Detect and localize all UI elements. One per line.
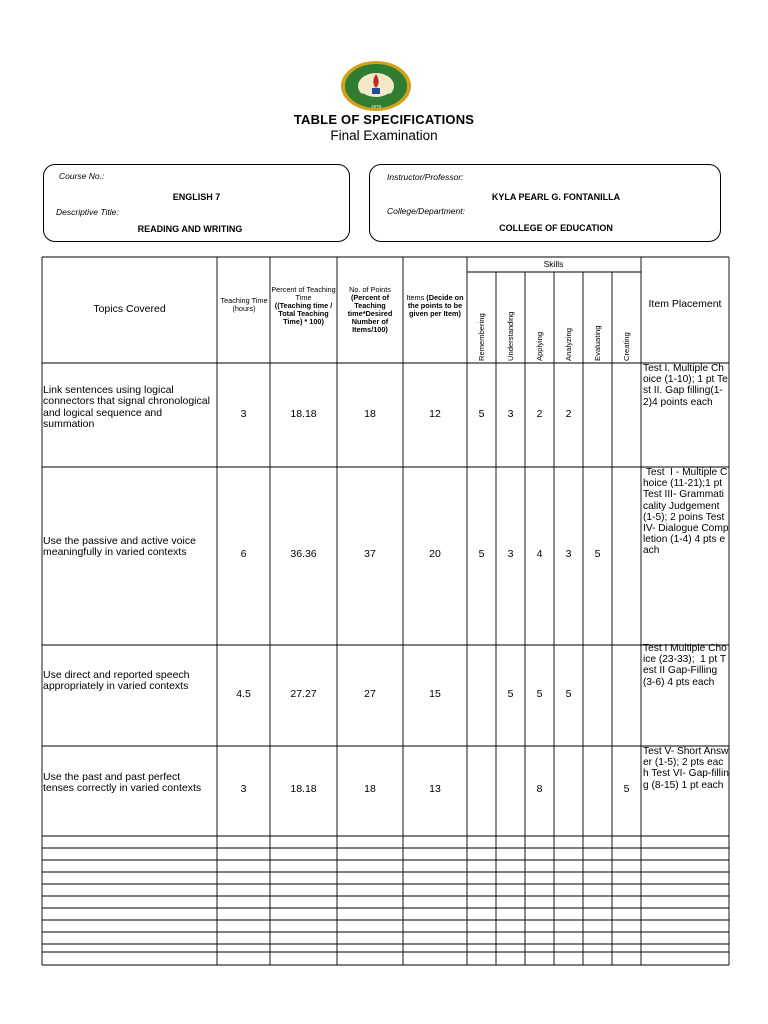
row-percent: 27.27 (290, 688, 317, 700)
row-skill-value: 2 (536, 408, 543, 420)
row-items: 13 (429, 783, 441, 795)
row-topic: Use the past and past perfect tenses correctly in varied contexts (43, 771, 202, 795)
row-skill-value: 5 (594, 548, 601, 560)
header-teaching-time: Teaching Time (hours) (220, 296, 268, 313)
row-skill-value: 8 (536, 783, 543, 795)
row-points: 18 (364, 408, 376, 420)
descriptive-title-value: READING AND WRITING (137, 224, 243, 234)
header-skill-analyzing: Analyzing (564, 328, 573, 361)
header-points-formula: (Percent of Teaching time*Desired Number of Items/100) (347, 293, 393, 334)
row-skill-value: 3 (507, 408, 514, 420)
row-skill-value: 5 (565, 688, 572, 700)
row-skill-value: 3 (507, 548, 514, 560)
course-no-value: ENGLISH 7 (172, 192, 221, 202)
row-skill-value: 5 (536, 688, 543, 700)
row-skill-value: 4 (536, 548, 543, 560)
row-skill-value: 5 (478, 548, 485, 560)
header-skills: Skills (543, 259, 564, 269)
header-item-placement: Item Placement (648, 298, 722, 310)
header-items-title: Items (406, 293, 425, 302)
header-skill-understanding: Understanding (506, 311, 515, 361)
row-items: 20 (429, 548, 441, 560)
row-item-placement: Test I Multiple Choice (23-33); 1 pt Test II Gap-Filling (3-6) 4 pts each (643, 643, 727, 688)
header-skill-evaluating: Evaluating (593, 325, 602, 361)
row-percent: 18.18 (290, 408, 317, 420)
header-skill-applying: Applying (535, 331, 544, 361)
row-topic: Link sentences using logical connectors that signal chronological and logical sequence and summation (43, 384, 210, 430)
row-teaching-time: 4.5 (236, 688, 251, 700)
row-percent: 36.36 (290, 548, 317, 560)
row-topic: Use the passive and active voice meaningfully in varied contexts (43, 535, 196, 559)
row-skill-value: 2 (565, 408, 572, 420)
instructor-label: Instructor/Professor: (387, 172, 464, 182)
instructor-value: KYLA PEARL G. FONTANILLA (491, 192, 621, 202)
header-skill-remembering: Remembering (477, 313, 486, 361)
header-items-formula: (Decide on the points to be given per Item) (407, 293, 464, 318)
college-label: College/Department: (387, 206, 465, 216)
row-topic: Use direct and reported speech appropriately in varied contexts (43, 669, 190, 693)
row-items: 12 (429, 408, 441, 420)
header-points-title: No. of Points (349, 285, 391, 294)
page-title: TABLE OF SPECIFICATIONS (293, 112, 475, 127)
header-percent-title: Percent of Teaching Time (271, 285, 336, 302)
course-no-label: Course No.: (59, 171, 105, 181)
row-skill-value: 5 (478, 408, 485, 420)
header-no-of-points (337, 286, 403, 334)
row-teaching-time: 6 (240, 548, 247, 560)
page-subtitle: Final Examination (330, 128, 438, 143)
row-teaching-time: 3 (240, 783, 247, 795)
row-percent: 18.18 (290, 783, 317, 795)
row-item-placement: Test V- Short Answer (1-5); 2 pts each Test VI- Gap-filling (8-15) 1 pt each (643, 746, 729, 791)
header-skill-creating: Creating (622, 332, 631, 361)
row-points: 27 (364, 688, 376, 700)
header-percent-formula: ((Teaching time / Total Teaching Time) * 100) (274, 301, 333, 326)
header-topics-covered: Topics Covered (93, 303, 166, 315)
college-value: COLLEGE OF EDUCATION (499, 223, 613, 233)
row-skill-value: 3 (565, 548, 572, 560)
seal-year-text: 1978 (370, 104, 382, 109)
row-points: 18 (364, 783, 376, 795)
row-item-placement: Test I. Multiple Choice (1-10); 1 pt Test II. Gap filling(1-2)4 points each (643, 363, 728, 408)
header-items (404, 294, 466, 318)
descriptive-title-label: Descriptive Title: (56, 207, 119, 217)
row-teaching-time: 3 (240, 408, 247, 420)
row-points: 37 (364, 548, 376, 560)
row-skill-value: 5 (507, 688, 514, 700)
row-item-placement: Test I - Multiple Choice (11-21);1 pt Test III- Grammaticality Judgement (1-5); 2 poins Test IV- Dialogue Completion (1-4) 4 pts each (643, 467, 729, 557)
row-items: 15 (429, 688, 441, 700)
header-percent-teaching-time (270, 286, 337, 326)
row-skill-value: 5 (623, 783, 630, 795)
